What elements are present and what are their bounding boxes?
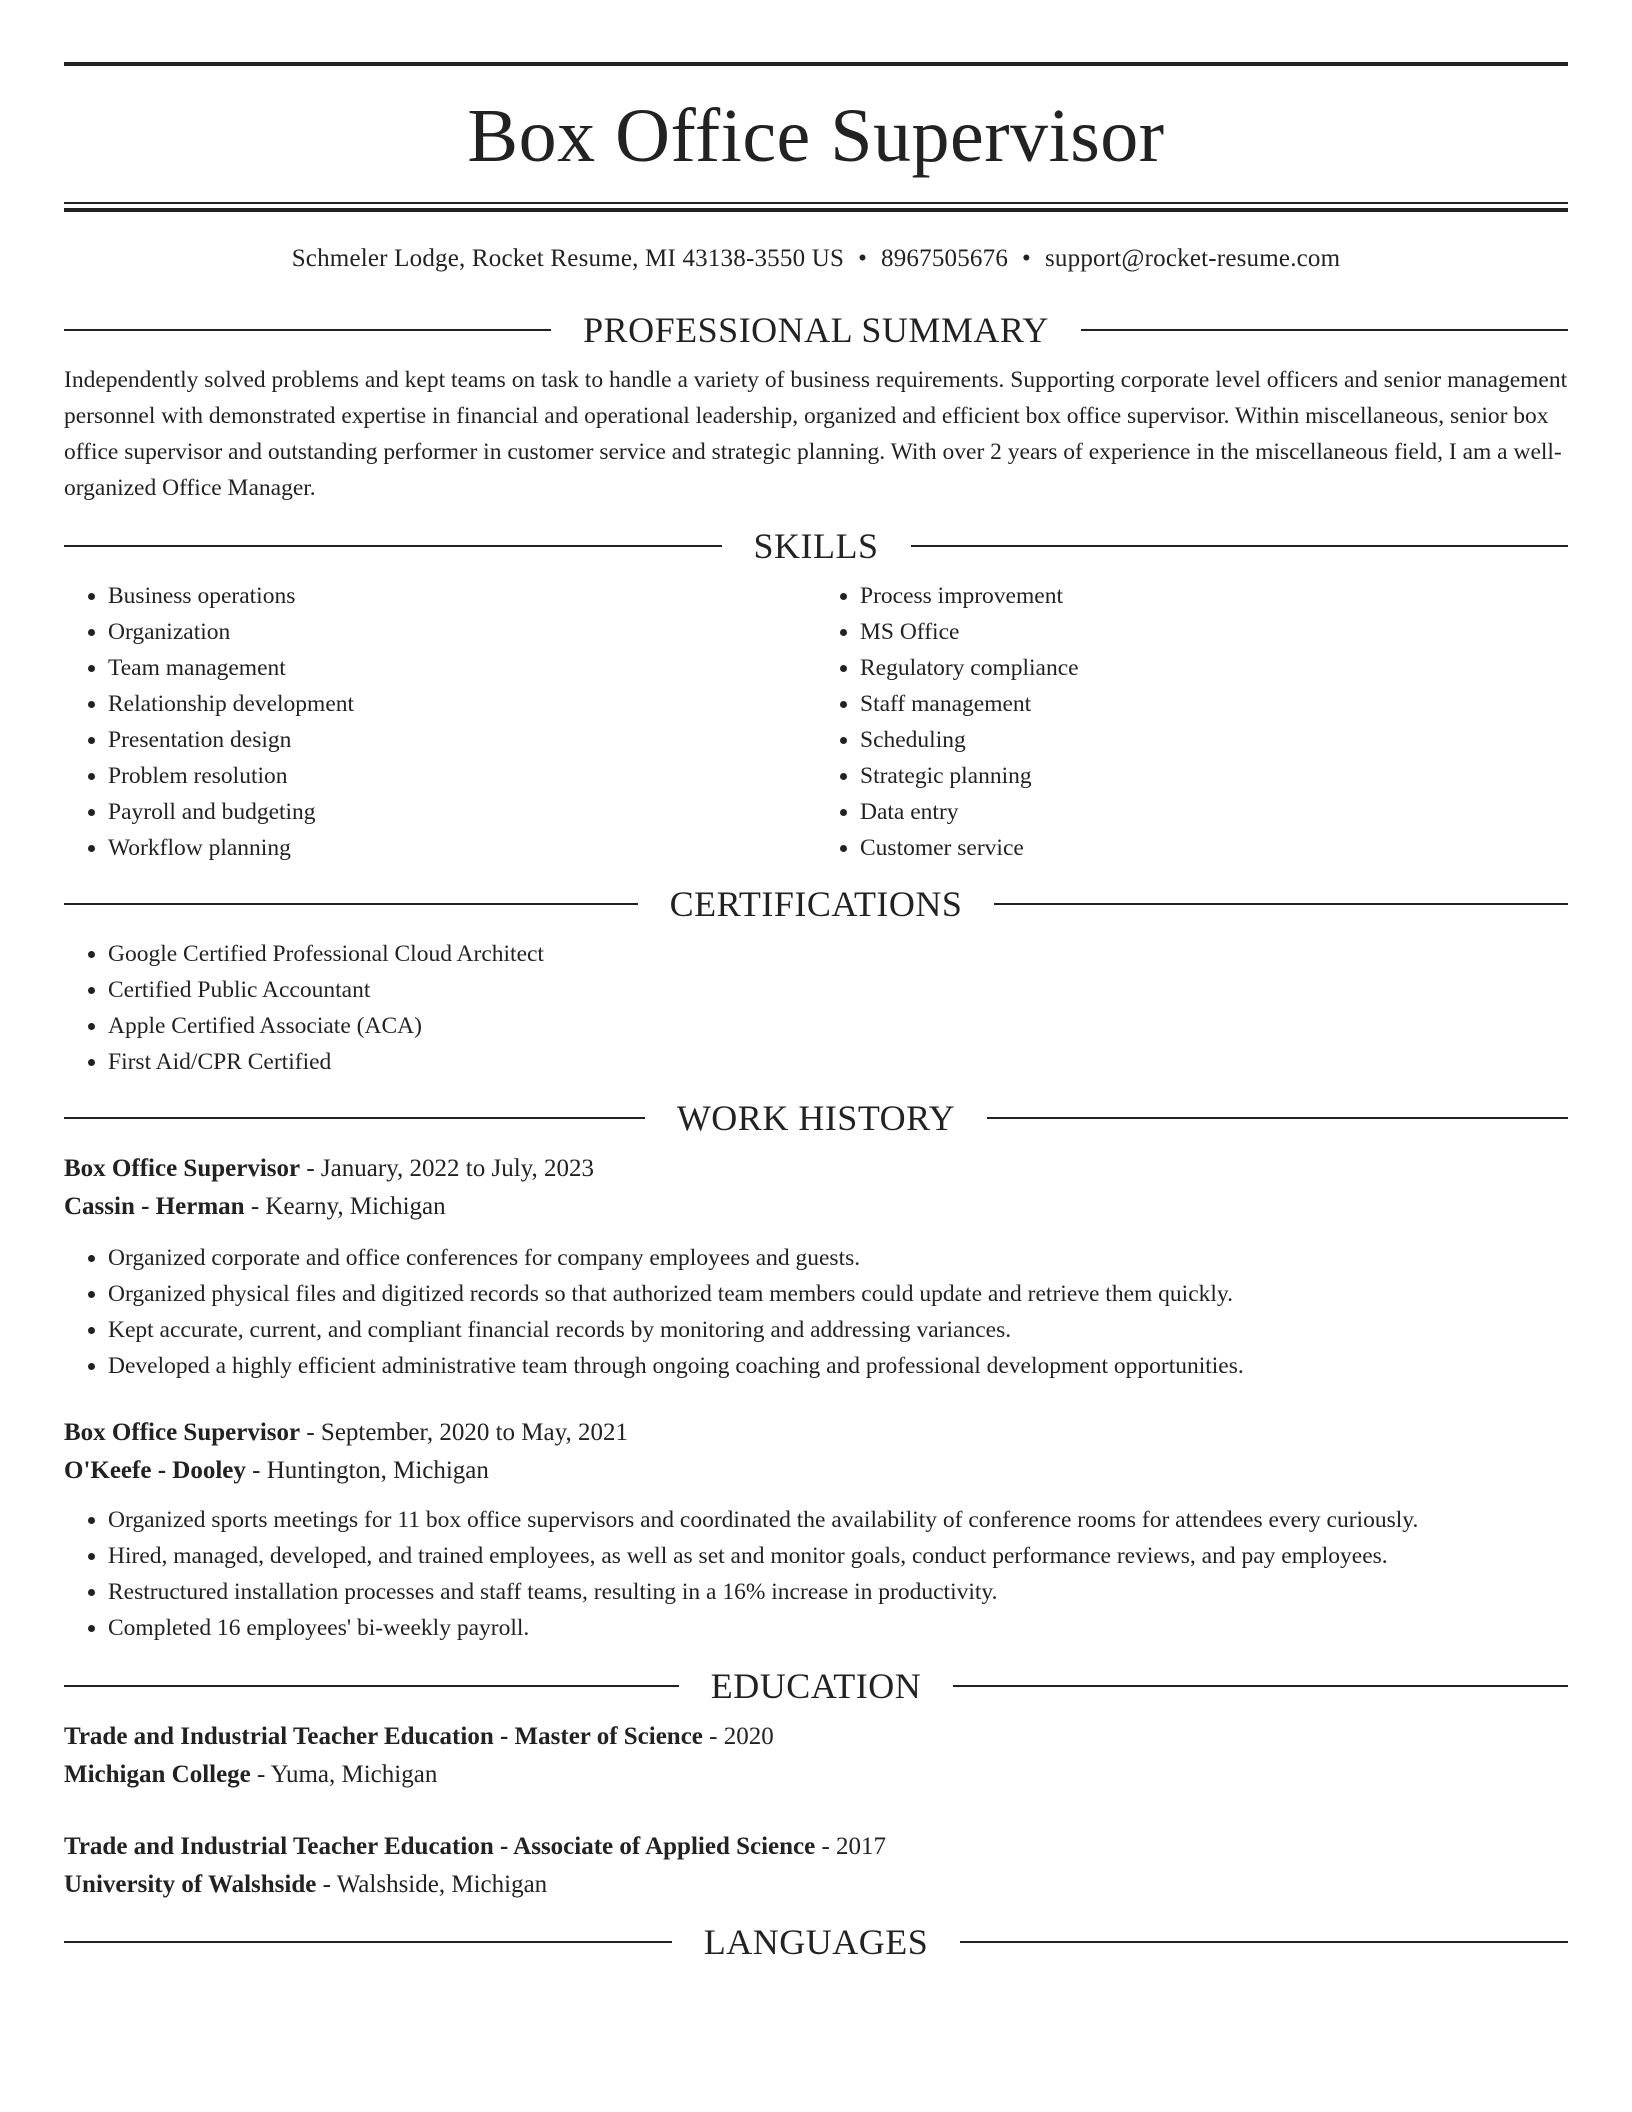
page-title: Box Office Supervisor [467,94,1165,178]
skill-item: • Staff management [860,686,1568,722]
job-bullet: • Completed 16 employees' bi-weekly payroll. [108,1610,1568,1646]
skill-item: • Payroll and budgeting [108,794,816,830]
top-rule [64,62,1568,66]
section-rule-left [64,1941,672,1943]
section-header-summary [64,310,1568,350]
skill-item: • Business operations [108,578,816,614]
skill-item: • Data entry [860,794,1568,830]
skill-item: • Workflow planning [108,830,816,866]
section-header-certifications [64,884,1568,924]
skill-item: • Team management [108,650,816,686]
job-title: Box Office Supervisor [64,1419,301,1446]
section-header-work [64,1098,1568,1138]
job-bullets [64,1240,1568,1384]
section-rule-left [64,903,638,905]
job-bullets [64,1502,1568,1646]
section-rule-right [987,1117,1568,1119]
job-dates: - January, 2022 to July, 2023 [300,1155,595,1182]
education-degree: Trade and Industrial Teacher Education - Associate of Applied Science [64,1833,816,1860]
skill-item: • Strategic planning [860,758,1568,794]
skill-item: • Organization [108,614,816,650]
job-bullet: • Organized physical files and digitized records so that authorized team members could update and retrieve them quickly. [108,1276,1568,1312]
skills-column-right [816,578,1568,866]
contact-email: support@rocket-resume.com [1044,245,1341,272]
education-degree: Trade and Industrial Teacher Education - Master of Science [64,1723,703,1750]
section-title-education: EDUCATION [710,1666,922,1706]
certifications-list [64,936,1568,1080]
section-title-skills: SKILLS [753,526,879,566]
job-title-line [64,1414,1568,1452]
section-rule-right [994,903,1568,905]
education-school-line [64,1866,1568,1904]
certification-item: • Apple Certified Associate (ACA) [108,1008,1568,1044]
title-double-rule [64,202,1568,212]
job-bullet: • Hired, managed, developed, and trained employees, as well as set and monitor goals, conduct performance reviews, and pay employees. [108,1538,1568,1574]
contact-address: Schmeler Lodge, Rocket Resume, MI 43138-3550 US [291,245,845,272]
education-year: - 2020 [702,1723,774,1750]
skill-item: • Customer service [860,830,1568,866]
contact-phone: 8967505676 [881,245,1009,272]
summary-text: Independently solved problems and kept teams on task to handle a variety of business requirements. Supporting corporate level officers and senior management personnel with demonstrated expertise in financial and operational leadership, organized and efficient box office supervisor. Within miscellaneous, senior box office supervisor and outstanding performer in customer service and strategic planning. With over 2 years of experience in the miscellaneous field, I am a well-organized Office Manager. [64,367,1568,501]
section-rule-right [1081,329,1568,331]
education-school-line [64,1756,1568,1794]
section-rule-left [64,1117,645,1119]
section-rule-right [953,1685,1568,1687]
section-header-skills [64,526,1568,566]
job-entry [64,1150,1568,1384]
section-rule-left [64,1685,679,1687]
job-bullet: • Restructured installation processes and staff teams, resulting in a 16% increase in productivity. [108,1574,1568,1610]
job-title-line [64,1150,1568,1188]
job-bullet: • Kept accurate, current, and compliant financial records by monitoring and addressing variances. [108,1312,1568,1348]
section-header-languages [64,1922,1568,1962]
education-location: - Walshside, Michigan [316,1871,548,1898]
skill-item: • Scheduling [860,722,1568,758]
contact-separator: • [858,245,868,272]
section-rule-left [64,545,722,547]
skills-column-left [64,578,816,866]
job-company-line [64,1452,1568,1490]
job-dates: - September, 2020 to May, 2021 [300,1419,628,1446]
job-bullet: • Organized corporate and office conferences for company employees and guests. [108,1240,1568,1276]
education-school: University of Walshside [64,1871,317,1898]
section-title-work: WORK HISTORY [676,1098,956,1138]
job-location: - Kearny, Michigan [244,1193,446,1220]
contact-line [64,244,1568,274]
education-degree-line [64,1828,1568,1866]
contact-separator: • [1022,245,1031,272]
section-title-certifications: CERTIFICATIONS [669,884,963,924]
skill-item: • Relationship development [108,686,816,722]
skill-item: • MS Office [860,614,1568,650]
job-title: Box Office Supervisor [64,1155,301,1182]
section-title-languages: LANGUAGES [703,1922,929,1962]
job-company: O'Keefe - Dooley [64,1457,246,1484]
education-degree-line [64,1718,1568,1756]
education-entry [64,1828,1568,1904]
education-year: - 2017 [815,1833,887,1860]
skill-item: • Presentation design [108,722,816,758]
education-school: Michigan College [64,1761,251,1788]
section-rule-right [960,1941,1568,1943]
section-title-summary: PROFESSIONAL SUMMARY [583,310,1049,350]
certification-item: • Certified Public Accountant [108,972,1568,1008]
skill-item: • Regulatory compliance [860,650,1568,686]
education-location: - Yuma, Michigan [250,1761,438,1788]
job-bullet: • Developed a highly efficient administrative team through ongoing coaching and professional development opportunities. [108,1348,1568,1384]
skills-list [64,578,1568,866]
job-bullet: • Organized sports meetings for 11 box office supervisors and coordinated the availability of conference rooms for attendees every curiously. [108,1502,1568,1538]
skill-item: • Process improvement [860,578,1568,614]
education-entry [64,1718,1568,1794]
section-rule-right [911,545,1569,547]
skill-item: • Problem resolution [108,758,816,794]
job-company-line [64,1188,1568,1226]
section-rule-left [64,329,551,331]
job-entry [64,1414,1568,1646]
certification-item: • Google Certified Professional Cloud Architect [108,936,1568,972]
certification-item: • First Aid/CPR Certified [108,1044,1568,1080]
job-company: Cassin - Herman [64,1193,245,1220]
job-location: - Huntington, Michigan [245,1457,489,1484]
section-header-education [64,1666,1568,1706]
